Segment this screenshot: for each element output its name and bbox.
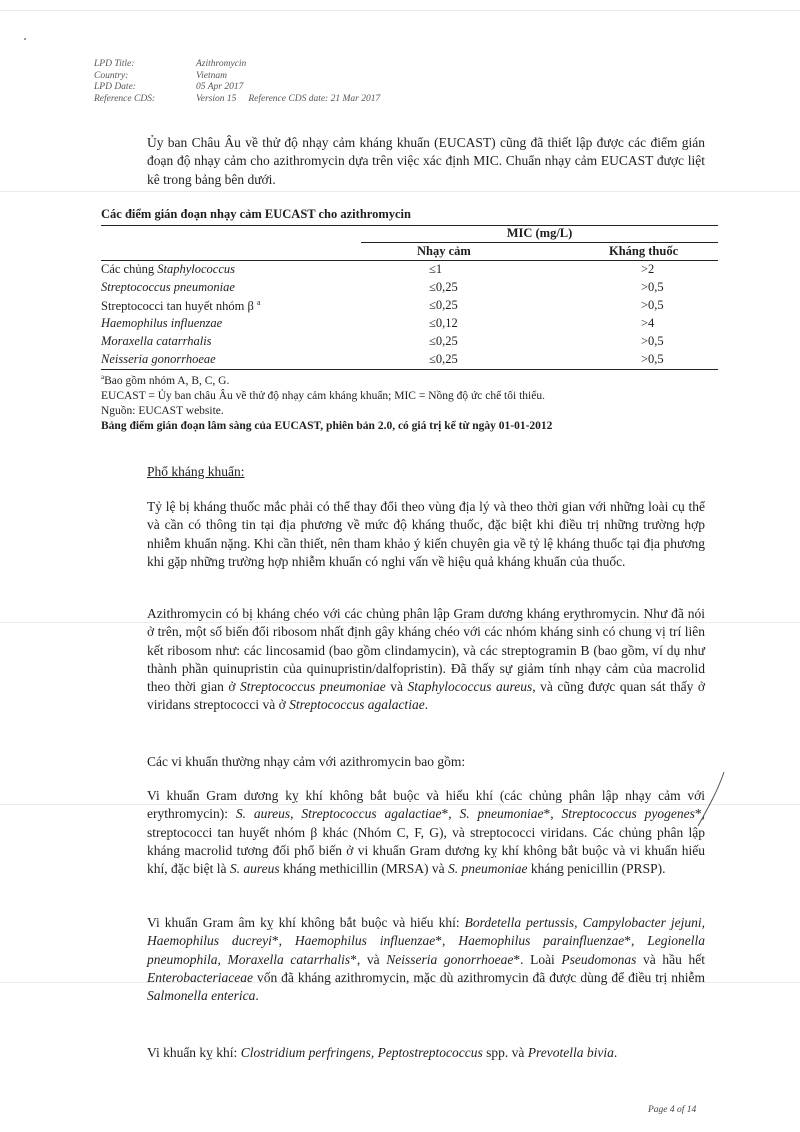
footnote-marker: a: [101, 373, 105, 381]
organism-name: Streptococcus pneumoniae: [101, 280, 235, 294]
mic-header: MIC (mg/L): [506, 226, 573, 240]
text-run: *, streptococci tan huyết nhóm β khác (Nhóm C, F, G), và streptococci viridans. Các chủng phân lập kháng macrolid tương đối phổ biến ở vi khuẩn Gram dương kỵ khí không bắt buộc và vi khuẩn hiếu khí, đặc biệt là: [147, 806, 706, 877]
organism-name: Haemophilus influenzae: [294, 933, 436, 949]
text-run: , và cũng được quan sát thấy ở viridans streptococci và ở: [147, 679, 705, 713]
susceptible-cell: ≤1: [429, 262, 443, 276]
text-run: spp. và: [482, 1045, 528, 1060]
text-run: .: [424, 697, 429, 713]
organism-name: Staphylococcus aureus: [407, 679, 533, 695]
header-label: Reference CDS:: [94, 93, 156, 104]
organism-cell: [101, 334, 212, 349]
susceptible-cell: ≤0,25: [429, 298, 458, 312]
susceptible-cell: ≤0,12: [429, 316, 458, 330]
susceptible-cell: ≤0,25: [429, 280, 458, 294]
scan-dot: [24, 38, 26, 40]
organism-prefix: Các chủng: [101, 262, 158, 276]
header-row: [94, 59, 380, 71]
header-label: Country:: [94, 70, 129, 81]
text-run: *,: [543, 806, 562, 822]
organism-name: Clostridium perfringens, Peptostreptococcus: [240, 1045, 483, 1060]
text-run: *,: [271, 933, 295, 949]
header-row: [94, 82, 380, 94]
column-header-resistant: Kháng thuốc: [609, 244, 679, 258]
pen-mark-icon: [690, 770, 730, 830]
organism-name: Enterobacteriaceae: [147, 969, 253, 985]
organism-name: S. aureus: [235, 806, 291, 822]
resistant-cell: >4: [641, 316, 655, 330]
paragraph-susceptible-intro: Các vi khuẩn thường nhạy cảm với azithromycin bao gồm:: [147, 754, 466, 769]
text-run: *, và: [350, 951, 387, 967]
header-row: [94, 71, 380, 83]
organism-name: Streptococcus pneumoniae: [240, 679, 386, 695]
resistant-cell: >0,5: [641, 298, 664, 312]
text-run: vốn đã kháng azithromycin, mặc dù azithromycin đã được dùng để điều trị nhiễm: [252, 969, 705, 985]
note-abbreviations: EUCAST = Ủy ban châu Âu về thử độ nhạy cảm kháng khuẩn; MIC = Nồng độ ức chế tối thiểu.: [101, 389, 545, 402]
table-row: [101, 316, 718, 334]
resistant-cell: >0,5: [641, 280, 664, 294]
text-run: kháng penicillin (PRSP).: [527, 861, 666, 877]
scan-guide-line: [0, 191, 800, 192]
organism-name: Streptococcus agalactiae: [289, 697, 425, 713]
header-value: Reference CDS date: 21 Mar 2017: [248, 93, 381, 104]
paragraph-anaerobes: [147, 1044, 705, 1062]
paragraph-cross-resistance: [147, 605, 705, 715]
text-run: kháng methicillin (MRSA) và: [279, 861, 448, 877]
text-run: .: [613, 1045, 618, 1060]
header-rule: [101, 260, 718, 261]
text-run: và hầu hết: [636, 951, 705, 967]
header-value: Azithromycin: [196, 59, 247, 69]
header-value: Vietnam: [196, 70, 227, 81]
table-title: Các điểm gián đoạn nhạy cảm EUCAST cho azithromycin: [101, 207, 411, 221]
organism-name: Legionella pneumophila, Moraxella catarrhalis: [147, 933, 705, 967]
text-run: .: [255, 988, 259, 1004]
organism-cell: [101, 298, 261, 314]
text-run: *,: [624, 933, 648, 949]
text-run: *. Loài: [513, 951, 562, 967]
organism-name: Prevotella bivia: [527, 1045, 614, 1060]
organism-name: Haemophilus influenzae: [101, 316, 223, 330]
organism-cell: [101, 352, 216, 367]
organism-name: Neisseria gonorrhoeae: [386, 951, 514, 967]
header-value: 05 Apr 2017: [196, 82, 244, 92]
footnote-marker: a: [256, 298, 261, 307]
organism-prefix: Streptococci tan huyết nhóm β: [101, 299, 254, 314]
table-row: [101, 262, 718, 280]
table-row: [101, 352, 718, 370]
table-row: [101, 334, 718, 352]
susceptible-cell: ≤0,25: [429, 352, 458, 366]
paragraph-gram-positive: [147, 787, 705, 878]
text-run: Vi khuẩn kỵ khí:: [147, 1045, 241, 1060]
table-row: [101, 298, 718, 316]
organism-name: Bordetella pertussis, Campylobacter jejuni, Haemophilus ducreyi: [147, 915, 705, 949]
organism-name: Streptococcus agalactiae: [301, 806, 442, 822]
organism-name: Salmonella enterica: [147, 988, 256, 1004]
resistant-cell: >2: [641, 262, 655, 276]
text-run: *,: [435, 933, 459, 949]
organism-name: Pseudomonas: [561, 951, 637, 967]
susceptible-cell: ≤0,25: [429, 334, 458, 348]
organism-name: S. aureus: [229, 861, 280, 877]
paragraph-acquired-resistance: Tỷ lệ bị kháng thuốc mắc phải có thể thay đổi theo vùng địa lý và theo thời gian với những loài cụ thể và cần có thông tin tại địa phương về mức độ kháng thuốc, đặc biệt khi điều trị những trường hợp nhiễm khuẩn nặng. Khi cần thiết, nên tham khảo ý kiến chuyên gia về tỷ lệ kháng thuốc tại địa phương khi gặp những trường hợp nhiễm khuẩn có nghi vấn về hiệu quả kháng khuẩn của thuốc.: [147, 499, 705, 569]
paragraph-gram-negative: [147, 914, 705, 1005]
text-run: Azithromycin có bị kháng chéo với các chủng phân lập Gram dương kháng erythromycin. Như đã nói ở trên, một số biến đổi ribosom nhất định gây kháng chéo với các nhóm kháng sinh có chung vị trí liên kết ribosom như: các lincosamid (bao gồm clindamycin), và các streptogramin B (bao gồm, ví dụ như thành phần quinupristin của quinupristin/dalfopristin). Đã thấy sự giảm tính nhạy cảm của macrolid theo thời gian ở: [147, 606, 705, 695]
text-run: và: [385, 679, 408, 695]
organism-name: Neisseria gonorrhoeae: [101, 352, 216, 366]
organism-name: Staphylococcus: [157, 262, 235, 276]
organism-cell: [101, 316, 222, 331]
resistant-cell: >0,5: [641, 334, 664, 348]
organism-name: Streptococcus pyogenes: [561, 806, 695, 822]
resistant-cell: >0,5: [641, 352, 664, 366]
header-label: LPD Title:: [94, 59, 135, 69]
header-value: Version 15: [196, 93, 237, 104]
page-number: Page 4 of 14: [648, 1105, 697, 1115]
intro-paragraph: Ủy ban Châu Âu về thử độ nhạy cảm kháng khuẩn (EUCAST) cũng đã thiết lập được các điểm gián đoạn độ nhạy cảm cho azithromycin dựa trên việc xác định MIC. Chuẩn nhạy cảm EUCAST được liệt kê trong bảng bên dưới.: [147, 135, 705, 187]
organism-name: S. pneumoniae: [447, 861, 528, 877]
mic-rule: [361, 242, 718, 243]
header-label: LPD Date:: [94, 82, 136, 92]
organism-name: S. pneumoniae: [459, 806, 544, 822]
organism-name: Haemophilus parainfluenzae: [458, 933, 625, 949]
table-row: [101, 280, 718, 298]
text-run: Vi khuẩn Gram âm kỵ khí không bắt buộc và hiếu khí:: [147, 915, 465, 930]
note-a-text: Bao gồm nhóm A, B, C, G.: [104, 374, 230, 387]
table-notes: [101, 370, 552, 434]
note-source: Nguồn: EUCAST website.: [101, 404, 224, 417]
scan-guide-line: [0, 10, 800, 11]
text-run: Vi khuẩn Gram dương kỵ khí không bắt buộc và hiếu khí (các chủng phân lập nhạy cảm với erythromycin):: [147, 788, 705, 822]
column-header-susceptible: Nhạy cảm: [417, 244, 471, 258]
organism-name: Moraxella catarrhalis: [101, 334, 212, 348]
section-title: Phổ kháng khuẩn:: [147, 464, 245, 479]
note-a: [101, 370, 552, 389]
note-breakpoint-version: Bảng điểm gián đoạn lâm sàng của EUCAST, phiên bản 2.0, có giá trị kể từ ngày 01-01-2012: [101, 419, 553, 432]
text-run: *,: [441, 806, 460, 822]
organism-cell: [101, 262, 235, 277]
document-header: [94, 59, 380, 105]
organism-cell: [101, 280, 235, 295]
text-run: ,: [290, 806, 302, 822]
header-row: [94, 94, 380, 106]
